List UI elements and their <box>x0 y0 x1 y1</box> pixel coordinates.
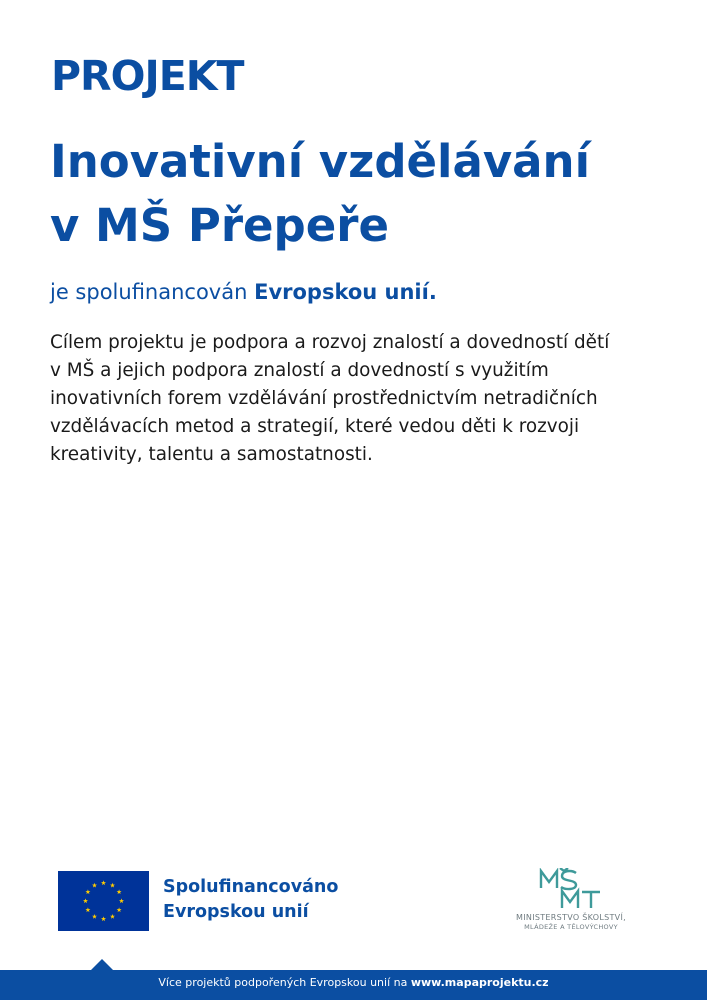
eu-text-line-1: Spolufinancováno <box>163 877 339 897</box>
eu-star <box>92 914 97 919</box>
footer-link[interactable]: www.mapaprojektu.cz <box>410 976 549 989</box>
eu-star <box>117 889 122 894</box>
project-description <box>50 329 660 469</box>
eu-star <box>92 883 97 888</box>
project-label: PROJEKT <box>51 52 244 100</box>
project-title-line-1: Inovativní vzdělávání <box>50 135 590 188</box>
project-title-line-2: v MŠ Přepeře <box>50 199 389 252</box>
eu-star <box>83 898 88 903</box>
msmt-logo-icon <box>500 866 642 936</box>
footer-notch <box>91 959 113 970</box>
project-title <box>50 130 670 258</box>
eu-stars-graphic <box>58 871 149 931</box>
cofinanced-prefix: je spolufinancován <box>50 280 255 304</box>
description-line: Cílem projektu je podpora a rozvoj znalostí a dovedností dětí <box>50 332 610 353</box>
footer-text-prefix: Více projektů podpořených Evropskou unií na <box>158 976 411 989</box>
eu-star <box>101 880 106 885</box>
cofinanced-highlight: Evropskou unií. <box>254 280 437 304</box>
msmt-name-line-2: MLÁDEŽE A TĚLOVÝCHOVY <box>524 923 618 931</box>
msmt-monogram-icon <box>538 868 604 910</box>
footer-text <box>0 976 707 989</box>
eu-star <box>85 889 90 894</box>
cofinanced-statement <box>50 280 437 304</box>
description-line: vzdělávacích metod a strategií, které vedou děti k rozvoji <box>50 416 580 437</box>
description-line: kreativity, talentu a samostatnosti. <box>50 444 373 465</box>
eu-flag-icon <box>58 871 149 931</box>
description-line: inovativních forem vzdělávání prostřednictvím netradičních <box>50 388 598 409</box>
eu-text-line-2: Evropskou unií <box>163 902 309 922</box>
eu-star <box>110 914 115 919</box>
msmt-name-line-1: MINISTERSTVO ŠKOLSTVÍ, <box>516 913 626 922</box>
description-line: v MŠ a jejich podpora znalostí a dovedností s využitím <box>50 360 549 381</box>
eu-star <box>119 898 124 903</box>
eu-star <box>117 907 122 912</box>
eu-star <box>101 916 106 921</box>
eu-cofinanced-text <box>163 875 338 925</box>
eu-star <box>110 883 115 888</box>
eu-star <box>85 907 90 912</box>
